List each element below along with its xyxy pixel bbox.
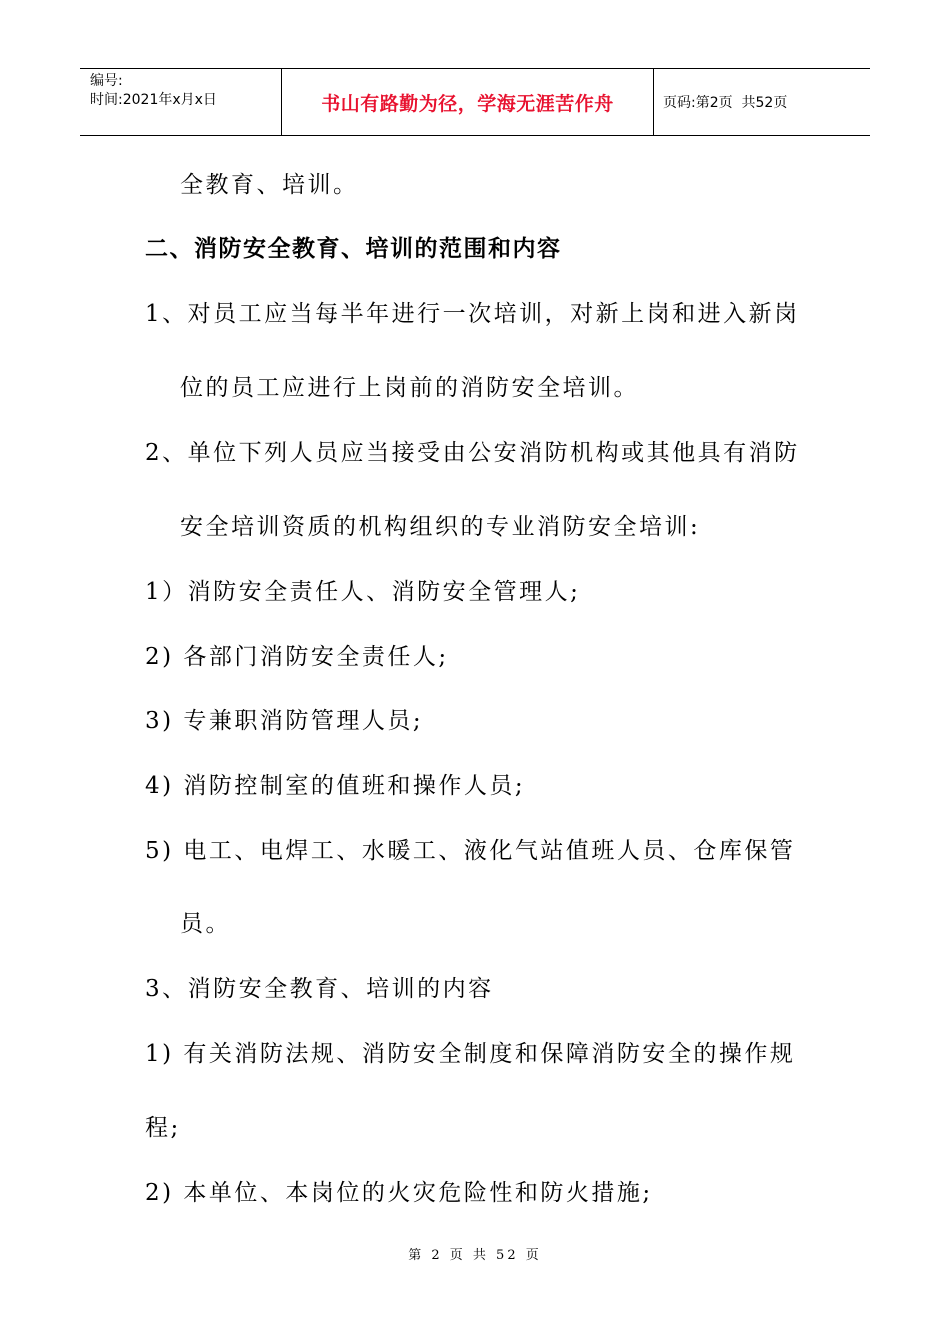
list-item: 2) 各部门消防安全责任人; xyxy=(145,644,449,670)
list-item: 3) 专兼职消防管理人员; xyxy=(145,708,424,734)
list-item: 4) 消防控制室的值班和操作人员; xyxy=(145,773,526,799)
list-item-continuation: 程; xyxy=(145,1115,181,1141)
body-line: 安全培训资质的机构组织的专业消防安全培训: xyxy=(180,514,701,540)
body-line: 3、消防安全教育、培训的内容 xyxy=(145,976,494,1002)
list-item: 2) 本单位、本岗位的火灾危险性和防火措施; xyxy=(145,1180,653,1206)
list-item: 5) 电工、电焊工、水暖工、液化气站值班人员、仓库保管 xyxy=(145,838,796,864)
list-item-continuation: 员。 xyxy=(180,911,231,937)
body-line: 全教育、培训。 xyxy=(180,172,359,198)
body-line: 1、对员工应当每半年进行一次培训，对新上岗和进入新岗 xyxy=(145,301,800,327)
header-meta xyxy=(80,69,282,135)
list-item: 1）消防安全责任人、消防安全管理人; xyxy=(145,579,581,605)
page-footer: 第 2 页 共 52 页 xyxy=(408,1248,542,1263)
document-date: 时间:2021年x月x日 xyxy=(90,92,217,108)
list-item: 1) 有关消防法规、消防安全制度和保障消防安全的操作规 xyxy=(145,1041,796,1067)
header-motto: 书山有路勤为径，学海无涯苦作舟 xyxy=(282,69,654,135)
page-header xyxy=(80,68,870,136)
section-heading: 二、消防安全教育、培训的范围和内容 xyxy=(145,236,562,262)
body-line: 2、单位下列人员应当接受由公安消防机构或其他具有消防 xyxy=(145,440,800,466)
document-number-label: 编号: xyxy=(90,73,123,89)
body-line: 位的员工应进行上岗前的消防安全培训。 xyxy=(180,375,639,401)
header-page-info: 页码:第2页 共52页 xyxy=(663,95,788,111)
